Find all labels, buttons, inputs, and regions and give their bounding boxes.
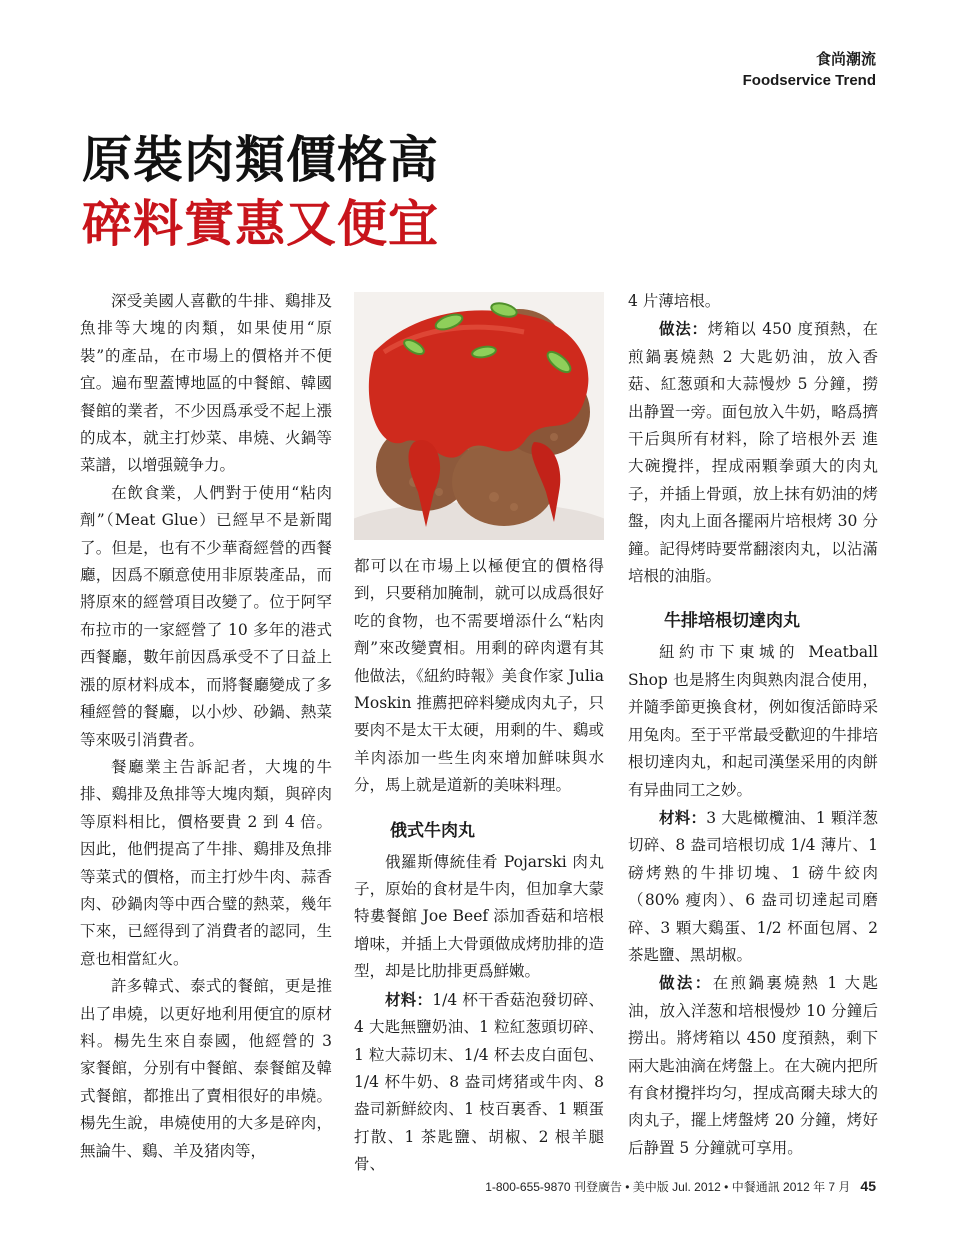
paragraph: 俄羅斯傳統佳肴 Pojarski 肉丸子，原始的食材是牛肉，但加拿大蒙特婁餐館 Joe Beef 添加香菇和培根增味，并插上大骨頭做成烤肋排的造型，却是比肋排更爲鮮嫩。	[354, 852, 604, 981]
ingredients-label: 材料：	[659, 807, 707, 827]
ingredients-paragraph	[628, 804, 878, 969]
recipe-heading: 牛排培根切達肉丸	[664, 611, 800, 632]
method-label: 做法：	[659, 319, 708, 339]
ingredients-text: 3 大匙橄欖油、1 顆洋葱切碎、8 盎司培根切成 1/4 薄片、1 磅烤熟的牛排切塊、1 磅牛絞肉（80% 瘦肉）、6 盎司切達起司磨碎、3 顆大鷄蛋、1/2 杯面包屑、2 茶匙鹽、黑胡椒。	[628, 808, 878, 964]
paragraph: 許多韓式、泰式的餐館，更是推出了串燒，以更好地利用便宜的原材料。楊先生來自泰國，他經營的 3 家餐館，分别有中餐館、泰餐館及韓式餐館，都推出了賣相很好的串燒。楊先生說，串燒使用的大多是碎肉，無論牛、鷄、羊及猪肉等，	[80, 977, 332, 1160]
ingredients-paragraph	[354, 986, 604, 1179]
method-label: 做法：	[659, 973, 713, 993]
page-number: 45	[860, 1178, 876, 1194]
paragraph: 4 片薄培根。	[628, 292, 721, 310]
method-paragraph	[628, 969, 878, 1162]
method-text: 烤箱以 450 度預熱，在煎鍋裏燒熱 2 大匙奶油，放入香菇、紅葱頭和大蒜慢炒 5 分鐘，撈出静置一旁。面包放入牛奶，略爲擠干后與所有材料，除了培根外丟 進大碗攪拌，捏成兩顆拳頭大的肉丸子，并插上骨頭，放上抹有奶油的烤盤，肉丸上面各擺兩片培根烤 30 分鐘。記得烤時要常翻滚肉丸，以沾滿培根的油脂。	[628, 320, 878, 586]
paragraph: 在飲食業，人們對于使用“粘肉劑”（Meat Glue）已經早不是新聞了。但是，也有不少華裔經營的西餐廳，因爲不願意使用非原裝產品，而將原來的經營項目改變了。位于阿罕布拉市的一家經營了 10 多年的港式西餐廳，數年前因爲承受不了日益上漲的原材料成本，而將餐廳變成了多種經營的餐廳，以小炒、砂鍋、熱菜等來吸引消費者。	[80, 483, 332, 749]
article-title	[82, 128, 439, 256]
section-tag	[743, 48, 876, 92]
section-tag-en: Foodservice Trend	[742, 72, 876, 89]
footer-text: 1-800-655-9870 刊登廣告 • 美中版 Jul. 2012 • 中餐通訊 2012 年 7 月	[485, 1180, 851, 1194]
meatball-photo	[354, 292, 604, 540]
section-tag-zh: 食尚潮流	[815, 50, 876, 68]
column-3	[628, 288, 878, 1162]
ingredients-label: 材料：	[385, 989, 433, 1009]
method-paragraph	[628, 315, 878, 590]
paragraph: 都可以在市場上以極便宜的價格得到，只要稍加腌制，就可以成爲很好吃的食物，也不需要增添什么“粘肉劑”來改變賣相。用剩的碎肉還有其他做法，《紐約時報》美食作家 Julia Moskin 推薦把碎料變成肉丸子，只要肉不是太干太硬，用剩的牛、鷄或羊肉添加一些生肉來增加鮮味與水分，馬上就是道新的美味料理。	[354, 557, 604, 795]
recipe-heading: 俄式牛肉丸	[390, 820, 475, 841]
page-footer	[0, 1178, 876, 1195]
paragraph: 深受美國人喜歡的牛排、鷄排及魚排等大塊的肉類，如果使用“原裝”的產品，在市場上的價格并不便宜。遍布聖蓋博地區的中餐館、韓國餐館的業者，不少因爲承受不起上漲的成本，就主打炒菜、串燒、火鍋等菜譜，以增强競争力。	[80, 292, 332, 475]
column-1	[80, 288, 332, 1165]
paragraph: 紐約市下東城的 Meatball Shop 也是將生肉與熟肉混合使用，并隨季節更換食材，例如復活節時采用兔肉。至于平常最受歡迎的牛排培根切達肉丸，和起司漢堡采用的肉餅有异曲同工之妙。	[628, 643, 878, 799]
ingredients-text: 1/4 杯干香菇泡發切碎、4 大匙無鹽奶油、1 粒紅葱頭切碎、1 粒大蒜切末、1/4 杯去皮白面包、1/4 杯牛奶、8 盎司烤猪或牛肉、8 盎司新鮮絞肉、1 枝百裏香、1 顆蛋打散、1 茶匙鹽、胡椒、2 根羊腿骨、	[354, 990, 604, 1174]
title-line-1: 原裝肉類價格高	[82, 130, 439, 189]
title-line-2: 碎料實惠又便宜	[82, 194, 439, 253]
method-text: 在煎鍋裏燒熱 1 大匙油，放入洋葱和培根慢炒 10 分鐘后撈出。將烤箱以 450 度預熱，剩下兩大匙油滴在烤盤上。在大碗内把所有食材攪拌均匀，捏成高爾夫球大的肉丸子，擺上烤盤烤 20 分鐘，烤好后静置 5 分鐘就可享用。	[628, 974, 878, 1157]
paragraph: 餐廳業主告訴記者，大塊的牛排、鷄排及魚排等大塊肉類，與碎肉等原料相比，價格要貴 2 到 4 倍。因此，他們提高了牛排、鷄排及魚排等菜式的價格，而主打炒牛肉、蒜香肉、砂鍋肉等中西合璧的熱菜，幾年下來，已經得到了消費者的認同，生意也相當紅火。	[80, 757, 332, 968]
column-2	[354, 553, 604, 1179]
